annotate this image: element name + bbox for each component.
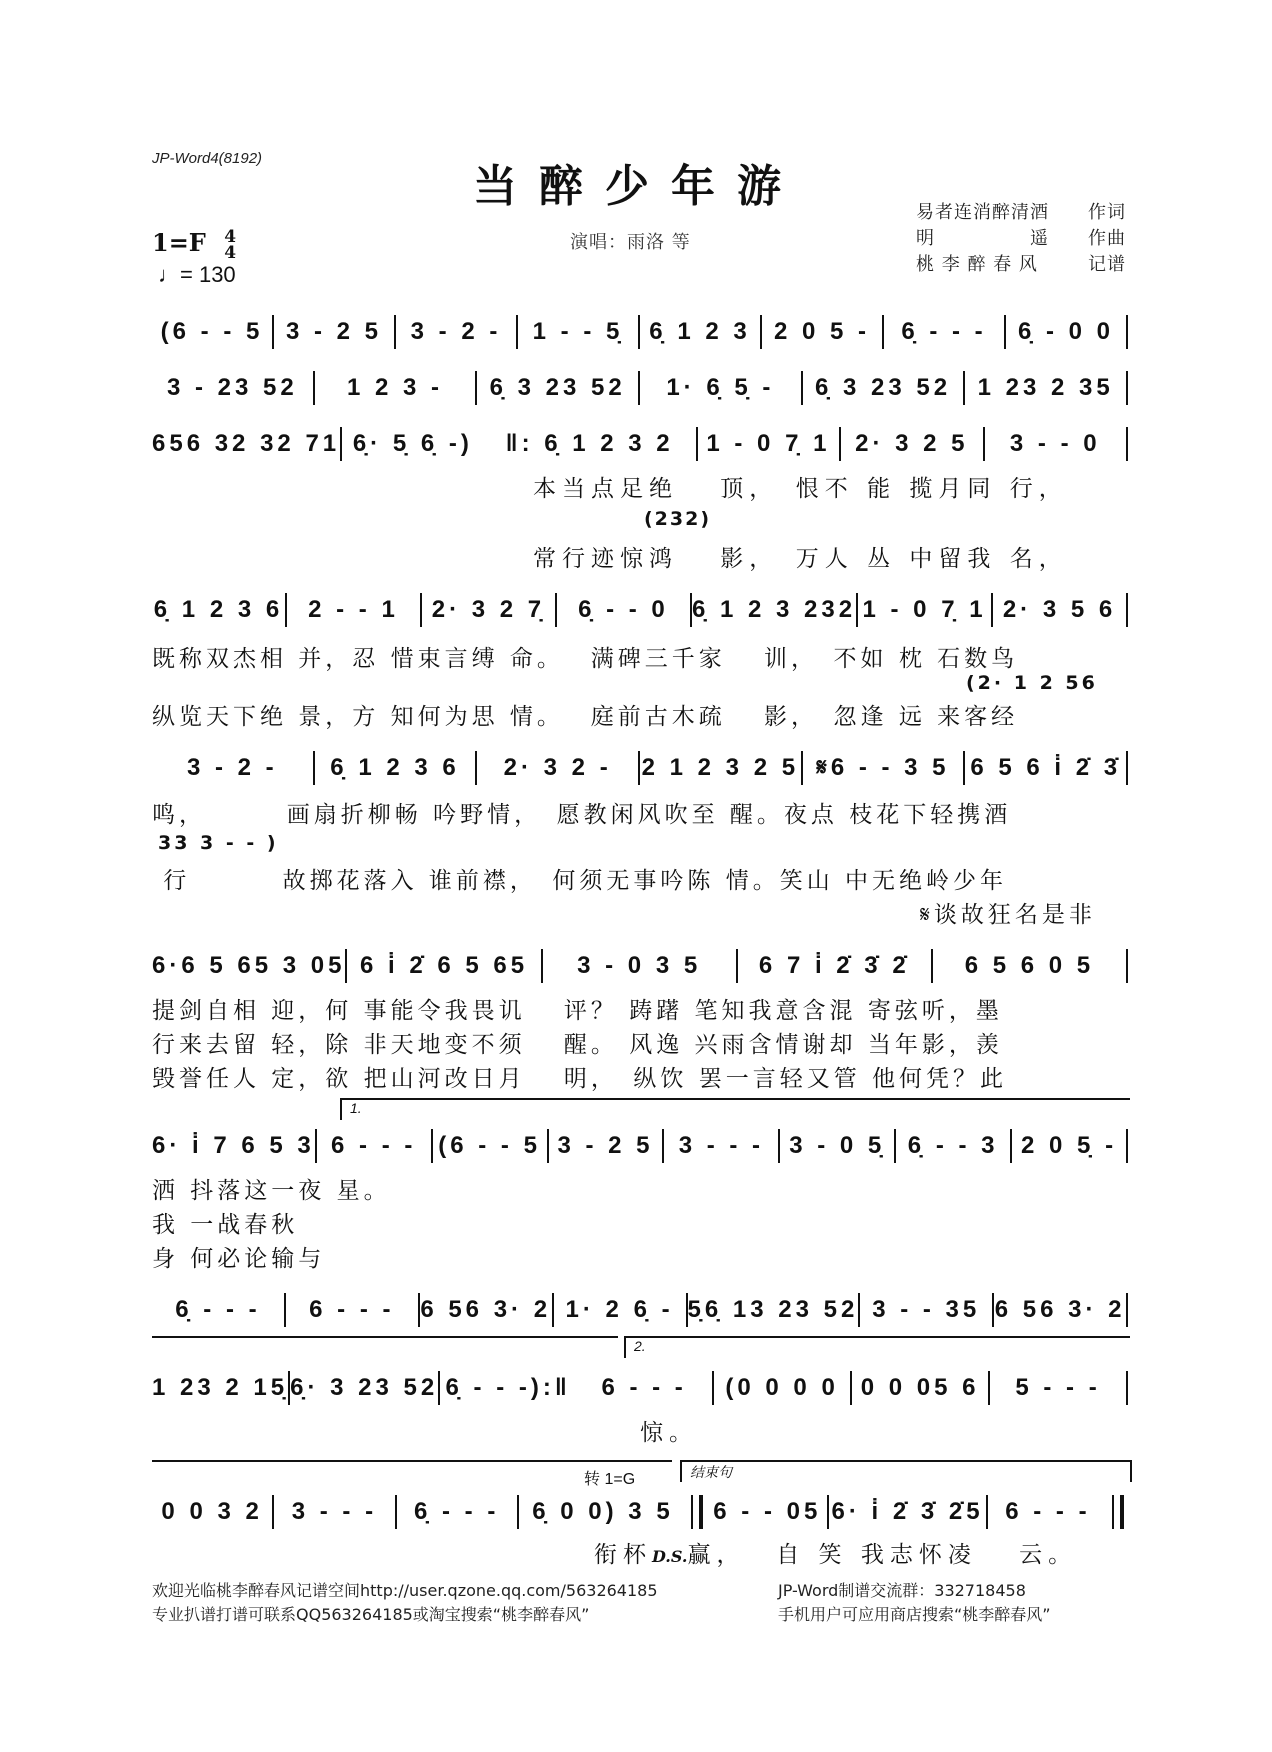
measure: 1 23 2 15̣ <box>152 1374 289 1401</box>
measure: 6̣ - - - <box>414 1498 500 1525</box>
score-row-1 <box>152 314 1128 350</box>
credit-composer: 明 遥 作曲 <box>916 228 1126 249</box>
measure: (0 0 0 0 <box>725 1374 839 1401</box>
measure: 5̣6̣ 13 23 52 <box>687 1296 859 1323</box>
measure: 6̣· 3 23 52 <box>290 1374 439 1401</box>
segno-lyric: 𝄋谈故狂名是非 <box>920 902 1096 928</box>
measure: 6 - - - <box>331 1132 417 1159</box>
volta-1: 1. <box>340 1098 1130 1120</box>
measure: 6̣ - 0 0 <box>1017 318 1115 345</box>
measure: 1· 6̣ 5̣ - <box>666 374 775 401</box>
measure: 6 - - 05 <box>713 1498 822 1525</box>
measure: 1 - 0 7̣ 1 <box>862 596 987 623</box>
measure: 3 - 2 5 <box>285 318 383 345</box>
singer-credit: 演唱：雨洛 等 <box>570 232 691 253</box>
ds-mark: D.S. <box>652 1547 688 1566</box>
key-label: 1=F <box>152 228 206 257</box>
lyric-verse-2: 纵览天下绝 景，方 知何为思 情。 庭前古木疏 影， 忽逢 远 来客经 <box>152 704 1019 730</box>
score-row-2 <box>152 370 1128 406</box>
ornament-333: 33 3 - - ) <box>158 832 279 854</box>
measure: 3 - 0 5̣ <box>789 1132 886 1159</box>
measure: 2 0 5̣ - <box>1021 1132 1118 1159</box>
measure: 3 - 2 5 <box>557 1132 654 1159</box>
lyric-verse-1: 本当点足绝 顶， 恨不 能 揽月同 行， <box>533 476 1068 502</box>
measure: 3 - 2 - <box>186 754 278 781</box>
volta-2: 2. <box>624 1336 1130 1358</box>
measure: 2 0 5 - <box>773 318 871 345</box>
lyric-verse-1: 洒 抖落这一夜 星。 <box>152 1178 391 1204</box>
measure: 6̣ - - 3 <box>907 1132 999 1159</box>
measure: 1 23 2 35 <box>977 374 1114 401</box>
measure: 5 - - - <box>1015 1374 1101 1401</box>
measure: 3 - 23 52 <box>166 374 298 401</box>
tempo-marking: ♩= 130 <box>158 262 236 287</box>
key-signature <box>152 228 236 261</box>
measure: 6 56 3· 2 <box>994 1296 1126 1323</box>
measure: 6̣ 1 2 3 6 <box>330 754 460 781</box>
score-row-6 <box>152 948 1128 984</box>
measure: 6̣ 1 2 3 232 <box>691 596 857 623</box>
measure: 3 - 2 - <box>410 318 502 345</box>
lyric-verse-1: 既称双杰相 并，忍 惜束言缚 命。 满碑三千家 训， 不如 枕 石数鸟 <box>152 646 1019 672</box>
lyric-verse-2: 行来去留 轻，除 非天地变不须 醒。 风逸 兴雨含情谢却 当年影，羡 <box>152 1032 1003 1058</box>
measure: (6 - - 5 <box>160 318 264 345</box>
measure: 3 - - - <box>678 1132 765 1159</box>
measure: 6̣ 3 23 52 <box>814 374 952 401</box>
measure: 1· 2 6̣ - <box>565 1296 674 1323</box>
score-row-4 <box>152 592 1128 628</box>
score-row-10 <box>152 1494 1128 1530</box>
software-label: JP-Word4(8192) <box>152 150 263 167</box>
measure: 6 56 3· 2 <box>420 1296 552 1323</box>
measure: 2· 3 2 7̣ <box>431 596 546 623</box>
measure: 6 5 6 0 5 <box>964 952 1095 979</box>
lyric-verse-2: 行 故掷花落入 谁前襟， 何须无事吟陈 情。笑山 中无绝岭少年 <box>152 868 1008 894</box>
credit-transcriber: 桃 李 醉 春 风 记谱 <box>916 254 1126 275</box>
measure: 3 - - 0 <box>1009 430 1101 457</box>
measure: 2· 3 2 5 <box>855 430 969 457</box>
footer-website: 欢迎光临桃李醉春风记谱空间http://user.qzone.qq.com/563264185 <box>152 1581 658 1600</box>
footer-group: JP-Word制谱交流群：332718458 <box>778 1581 1026 1600</box>
score-row-3 <box>152 426 1128 462</box>
measure: 6 - - - <box>601 1374 687 1401</box>
measure-repeat-end: 6̣ - - -):‖ <box>445 1374 571 1401</box>
measure: 6· i̇ 2̇ 3̇ 2̇5 <box>831 1498 984 1525</box>
footer-contact: 专业扒谱打谱可联系QQ563264185或淘宝搜索“桃李醉春风” <box>152 1605 590 1624</box>
lyric-verse-1: 衔杯D.S.赢， 自 笑 我志怀凌 云。 <box>594 1542 1078 1568</box>
measure: 6̣ 1 2 3 6 <box>153 596 284 623</box>
lyric-verse-1: 提剑自相 迎，何 事能令我畏讥 评？ 踌躇 笔知我意含混 寄弦听，墨 <box>152 998 1003 1024</box>
measure: 6̣ - - - <box>901 318 987 345</box>
measure: 6 - - - <box>1005 1498 1091 1525</box>
lyric-verse-2: 我 一战春秋 <box>152 1212 299 1238</box>
measure: (6 - - 5 <box>438 1132 541 1159</box>
ornament-21256: (2· 1 2 56 <box>966 672 1098 694</box>
credit-lyricist: 易者连消醉清酒 作词 <box>916 202 1126 223</box>
ornament-232: (232) <box>644 508 712 530</box>
lyric-verse-1: 鸣， 画扇折柳畅 吟野情， 愿教闲风吹至 醒。夜点 枝花下轻携酒 <box>152 802 1012 828</box>
measure: 0 0 05 6 <box>860 1374 980 1401</box>
measure: 6̣ 1 2 3 <box>649 318 751 345</box>
ending-bracket: 结束句 <box>680 1460 1132 1482</box>
measure-segno: 𝄋6 - - 3 5 <box>816 754 950 781</box>
measure: 1 - 0 7̣ 1 <box>706 430 831 457</box>
measure: 6̣ 0 0) 3 5 <box>532 1498 674 1525</box>
measure: 1 2 3 - <box>346 374 444 401</box>
measure: 6· i̇ 7 6 5 3 <box>152 1132 315 1159</box>
measure: 6 - - - <box>309 1296 395 1323</box>
measure: 2· 3 5 6 <box>1002 596 1117 623</box>
score-row-9 <box>152 1370 1128 1406</box>
measure: 1 - - 5̣ <box>532 318 624 345</box>
measure: 0 0 3 2 <box>161 1498 263 1525</box>
score-row-5 <box>152 750 1128 786</box>
time-signature: 4 4 <box>224 226 237 263</box>
measure: 6 5 6 i̇ 2̇ 3̇ <box>970 754 1122 781</box>
lyric-verse-3: 身 何必论输与 <box>152 1246 326 1272</box>
measure: 2 - - 1 <box>308 596 399 623</box>
measure: 6̣ - - 0 <box>578 596 669 623</box>
score-row-8 <box>152 1292 1128 1328</box>
measure: 6 i̇ 2̇ 6 5 65 <box>359 952 529 979</box>
score-row-7 <box>152 1128 1128 1164</box>
measure: 3 - 0 3 5 <box>577 952 702 979</box>
song-title: 当醉少年游 <box>473 161 803 212</box>
measure: 3 - - - <box>291 1498 378 1525</box>
measure-repeat-start: ‖: 6̣ 1 2 3 2 <box>505 430 674 457</box>
measure: 6 7 i̇ 2̇ 3̇ 2̇ <box>758 952 910 979</box>
footer-mobile: 手机用户可应用商店搜索“桃李醉春风” <box>778 1605 1051 1624</box>
measure: 6̣ 3 23 52 <box>489 374 626 401</box>
volta-1-continued <box>152 1336 618 1358</box>
measure: 2 1 2 3 2 5 <box>641 754 800 781</box>
measure: 3 - - 35 <box>872 1296 981 1323</box>
measure: 656 32 32 71 <box>152 430 341 457</box>
credits-block <box>916 200 1126 278</box>
measure: 6̣· 5̣ 6̣ -) <box>352 430 473 457</box>
lyric-verse-3: 毁誉任人 定，欲 把山河改日月 明， 纵饮 罢一言轻又管 他何凭？此 <box>152 1066 1008 1092</box>
modulation-mark: 转 1=G <box>584 1471 636 1488</box>
measure: 6·6 5 65 3 05 <box>152 952 346 979</box>
measure: 6̣ - - - <box>175 1296 261 1323</box>
lyric-verse-2: 常行迹惊鸿 影， 万人 丛 中留我 名， <box>533 546 1068 572</box>
measure: 2· 3 2 - <box>503 754 612 781</box>
lyric-verse-1: 惊。 <box>640 1420 698 1446</box>
